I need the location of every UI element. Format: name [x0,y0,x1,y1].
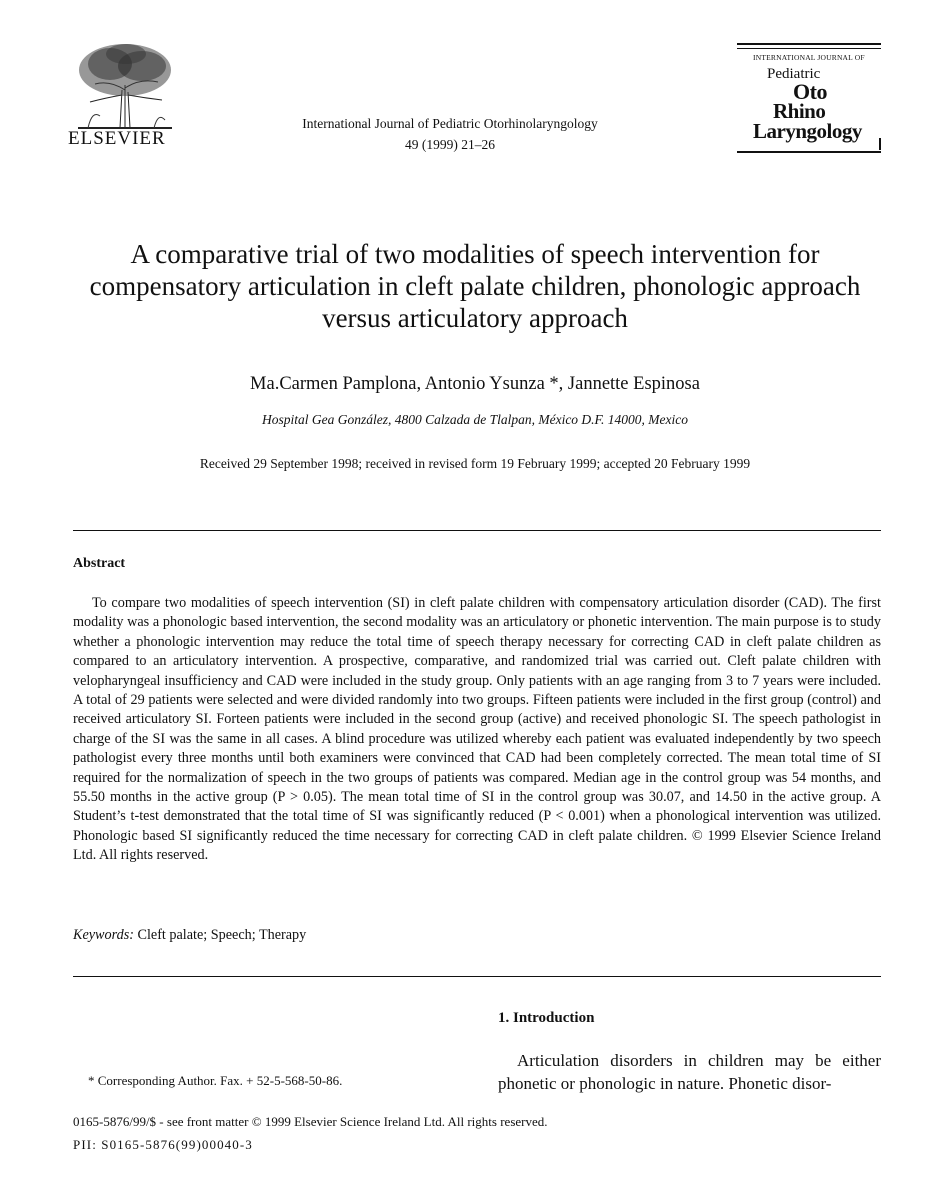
article-dates: Received 29 September 1998; received in revised form 19 February 1999; accepted 20 February 1999 [199,456,751,471]
divider [73,976,881,977]
publisher-name: ELSEVIER [68,128,166,149]
article-title: A comparative trial of two modalities of speech intervention for compensatory articulation in cleft palate children, phonologic approach versus articulatory approach [89,239,861,333]
authors: Ma.Carmen Pamplona, Antonio Ysunza *, Jannette Espinosa [250,374,700,394]
divider [73,530,881,531]
section-text: Articulation disorders in children may be either phonetic or phonologic in nature. Phonetic disor- [498,1051,881,1093]
journal-logo-line: Oto [793,79,827,104]
logo-rule [737,43,881,45]
abstract-text: To compare two modalities of speech intervention (SI) in cleft palate children with compensatory articulation disorder (CAD). The first modality was a phonologic based intervention, the second modality was an articulatory or phonetic intervention. The main purpose is to study whether a phonologic intervention may reduce the total time of speech therapy necessary for correcting CAD in cleft palate children as compared to an articulatory intervention. A prospective, comparative, and randomized trial was carried out. Cleft palate children with velopharyngeal insufficiency and CAD were included in the study group. Only patients with an age ranging from 3 to 7 years were included. A total of 29 patients were selected and were divided randomly into two groups. Fifteen patients were included in the first group (control) and received articulatory SI. Forteen patients were included in the second group (active) and received phonologic SI. The speech pathologist in charge of the SI was the same in all cases. A blind procedure was utilized whereby each patient was evaluated independently by two speech pathologist every three months until both examiners were convinced that CAD had been completely corrected. The mean total time of SI required for the normalization of speech in the two groups of patients was compared. Median age in the control group was 54 months, and 55.50 months in the active group (P > 0.05). The mean total time of SI in the control group was 30.07, and 14.50 in the active group. A Student’s t-test demonstrated that the total time of SI was significantly reduced (P < 0.001) when a phonological intervention was utilized. Phonologic based SI significantly reduced the time necessary for correcting CAD in cleft palate children. © 1999 Elsevier Science Ireland Ltd. All rights reserved. [73,595,881,864]
affiliation: Hospital Gea González, 4800 Calzada de Tlalpan, México D.F. 14000, Mexico [261,412,689,427]
front-matter-line: 0165-5876/99/$ - see front matter © 1999 Elsevier Science Ireland Ltd. All rights reserved. [73,1114,548,1129]
journal-logo-line: Pediatric [767,66,821,82]
corresponding-footnote: * Corresponding Author. Fax. + 52-5-568-50-86. [88,1073,343,1088]
journal-logo [737,43,881,153]
logo-rule [737,151,881,153]
abstract-heading: Abstract [73,556,126,571]
logo-rule [879,138,881,150]
keywords-label: Keywords: [73,927,134,943]
section-heading: 1. Introduction [498,1010,595,1026]
journal-name: International Journal of Pediatric Otorhinolaryngology [302,116,598,131]
logo-rule [737,48,881,49]
pii-line: PII: S0165-5876(99)00040-3 [73,1137,253,1152]
journal-logo-line: Laryngology [753,119,862,143]
keywords-list: Cleft palate; Speech; Therapy [137,927,307,943]
elsevier-tree-icon [70,40,180,130]
keywords [73,927,306,944]
journal-volume: 49 (1999) 21–26 [405,137,495,152]
journal-logo-line: INTERNATIONAL JOURNAL OF [753,53,865,62]
journal-logo-line: Rhino [773,99,826,123]
